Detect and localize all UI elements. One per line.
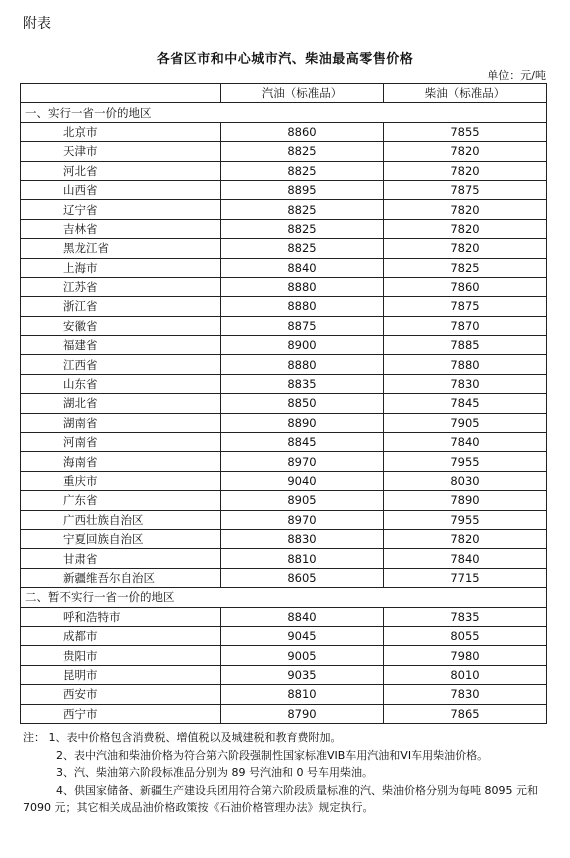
diesel-price: 8010 (384, 665, 547, 684)
region-name: 湖南省 (21, 413, 221, 432)
table-row (21, 180, 547, 199)
gasoline-price: 8890 (221, 413, 384, 432)
gasoline-price: 8825 (221, 161, 384, 180)
diesel-price: 7955 (384, 510, 547, 529)
region-name: 山东省 (21, 374, 221, 393)
region-name: 河北省 (21, 161, 221, 180)
table-row (21, 394, 547, 413)
table-row (21, 704, 547, 723)
table-row (21, 142, 547, 161)
gasoline-price: 8825 (221, 219, 384, 238)
region-name: 甘肃省 (21, 549, 221, 568)
section-row (21, 588, 547, 607)
region-name: 浙江省 (21, 297, 221, 316)
table-row (21, 568, 547, 587)
diesel-price: 7870 (384, 316, 547, 335)
note-1: 注： 1、表中价格包含消费税、增值税以及城建税和教育费附加。 (23, 731, 342, 744)
table-row (21, 646, 547, 665)
region-name: 宁夏回族自治区 (21, 529, 221, 548)
diesel-price: 7980 (384, 646, 547, 665)
gasoline-price: 8880 (221, 277, 384, 296)
diesel-price: 7890 (384, 491, 547, 510)
region-name: 重庆市 (21, 471, 221, 490)
diesel-price: 7835 (384, 607, 547, 626)
table-row (21, 374, 547, 393)
gasoline-price: 8970 (221, 452, 384, 471)
region-name: 成都市 (21, 626, 221, 645)
header-diesel: 柴油（标准品） (384, 84, 547, 103)
gasoline-price: 8790 (221, 704, 384, 723)
document-title: 各省区市和中心城市汽、柴油最高零售价格 (156, 52, 414, 67)
gasoline-price: 8810 (221, 685, 384, 704)
gasoline-price: 8970 (221, 510, 384, 529)
table-row (21, 219, 547, 238)
region-name: 西宁市 (21, 704, 221, 723)
gasoline-price: 8835 (221, 374, 384, 393)
table-row (21, 200, 547, 219)
diesel-price: 7880 (384, 355, 547, 374)
region-name: 广东省 (21, 491, 221, 510)
section-label: 一、实行一省一价的地区 (21, 103, 547, 122)
diesel-price: 7905 (384, 413, 547, 432)
region-name: 北京市 (21, 122, 221, 141)
unit-label: 单位：元/吨 (487, 69, 546, 82)
diesel-price: 7820 (384, 161, 547, 180)
note-3: 3、汽、柴油第六阶段标准品分别为 89 号汽油和 0 号车用柴油。 (56, 766, 373, 779)
region-name: 呼和浩特市 (21, 607, 221, 626)
diesel-price: 7830 (384, 685, 547, 704)
diesel-price: 7820 (384, 529, 547, 548)
diesel-price: 7840 (384, 433, 547, 452)
note-2: 2、表中汽油和柴油价格为符合第六阶段强制性国家标准VIB车用汽油和VI车用柴油价格。 (56, 748, 489, 762)
note-4: 4、供国家储备、新疆生产建设兵团用符合第六阶段质量标准的汽、柴油价格分别为每吨 8095 元和 7090 元；其它相关成品油价格政策按《石油价格管理办法》规定执行。 (23, 783, 538, 814)
region-name: 江西省 (21, 355, 221, 374)
gasoline-price: 8875 (221, 316, 384, 335)
region-name: 山西省 (21, 180, 221, 199)
diesel-price: 7855 (384, 122, 547, 141)
table-header-row (21, 84, 547, 103)
diesel-price: 7875 (384, 297, 547, 316)
region-name: 西安市 (21, 685, 221, 704)
diesel-price: 7955 (384, 452, 547, 471)
region-name: 贵阳市 (21, 646, 221, 665)
diesel-price: 7715 (384, 568, 547, 587)
region-name: 新疆维吾尔自治区 (21, 568, 221, 587)
gasoline-price: 8850 (221, 394, 384, 413)
diesel-price: 7820 (384, 200, 547, 219)
region-name: 河南省 (21, 433, 221, 452)
table-row (21, 510, 547, 529)
gasoline-price: 8840 (221, 258, 384, 277)
table-row (21, 277, 547, 296)
region-name: 黑龙江省 (21, 239, 221, 258)
table-row (21, 665, 547, 684)
table-row (21, 297, 547, 316)
table-row (21, 626, 547, 645)
region-name: 吉林省 (21, 219, 221, 238)
gasoline-price: 8880 (221, 297, 384, 316)
diesel-price: 8030 (384, 471, 547, 490)
region-name: 广西壮族自治区 (21, 510, 221, 529)
table-row (21, 433, 547, 452)
diesel-price: 7885 (384, 336, 547, 355)
table-row (21, 491, 547, 510)
table-body (21, 103, 547, 724)
region-name: 昆明市 (21, 665, 221, 684)
gasoline-price: 8830 (221, 529, 384, 548)
region-name: 福建省 (21, 336, 221, 355)
table-row (21, 336, 547, 355)
table-row (21, 452, 547, 471)
gasoline-price: 8905 (221, 491, 384, 510)
gasoline-price: 9040 (221, 471, 384, 490)
price-table (20, 83, 547, 724)
gasoline-price: 8825 (221, 200, 384, 219)
diesel-price: 7830 (384, 374, 547, 393)
table-row (21, 685, 547, 704)
table-row (21, 316, 547, 335)
diesel-price: 7820 (384, 142, 547, 161)
diesel-price: 7825 (384, 258, 547, 277)
diesel-price: 7820 (384, 239, 547, 258)
diesel-price: 7860 (384, 277, 547, 296)
gasoline-price: 8845 (221, 433, 384, 452)
section-label: 二、暂不实行一省一价的地区 (21, 588, 547, 607)
region-name: 海南省 (21, 452, 221, 471)
diesel-price: 7875 (384, 180, 547, 199)
gasoline-price: 8895 (221, 180, 384, 199)
diesel-price: 7840 (384, 549, 547, 568)
gasoline-price: 8900 (221, 336, 384, 355)
gasoline-price: 8840 (221, 607, 384, 626)
table-row (21, 161, 547, 180)
gasoline-price: 8825 (221, 239, 384, 258)
appendix-label: 附表 (23, 16, 51, 32)
table-row (21, 529, 547, 548)
table-row (21, 471, 547, 490)
region-name: 安徽省 (21, 316, 221, 335)
section-row (21, 103, 547, 122)
gasoline-price: 8860 (221, 122, 384, 141)
notes (23, 729, 551, 817)
table-row (21, 549, 547, 568)
header-region (21, 84, 221, 103)
table-row (21, 607, 547, 626)
region-name: 天津市 (21, 142, 221, 161)
gasoline-price: 9035 (221, 665, 384, 684)
gasoline-price: 9045 (221, 626, 384, 645)
gasoline-price: 8605 (221, 568, 384, 587)
gasoline-price: 9005 (221, 646, 384, 665)
diesel-price: 7845 (384, 394, 547, 413)
gasoline-price: 8825 (221, 142, 384, 161)
table-row (21, 122, 547, 141)
table-row (21, 258, 547, 277)
diesel-price: 7820 (384, 219, 547, 238)
diesel-price: 7865 (384, 704, 547, 723)
diesel-price: 8055 (384, 626, 547, 645)
region-name: 湖北省 (21, 394, 221, 413)
region-name: 辽宁省 (21, 200, 221, 219)
table-row (21, 413, 547, 432)
gasoline-price: 8880 (221, 355, 384, 374)
header-gasoline: 汽油（标准品） (221, 84, 384, 103)
region-name: 江苏省 (21, 277, 221, 296)
table-row (21, 355, 547, 374)
region-name: 上海市 (21, 258, 221, 277)
gasoline-price: 8810 (221, 549, 384, 568)
table-row (21, 239, 547, 258)
